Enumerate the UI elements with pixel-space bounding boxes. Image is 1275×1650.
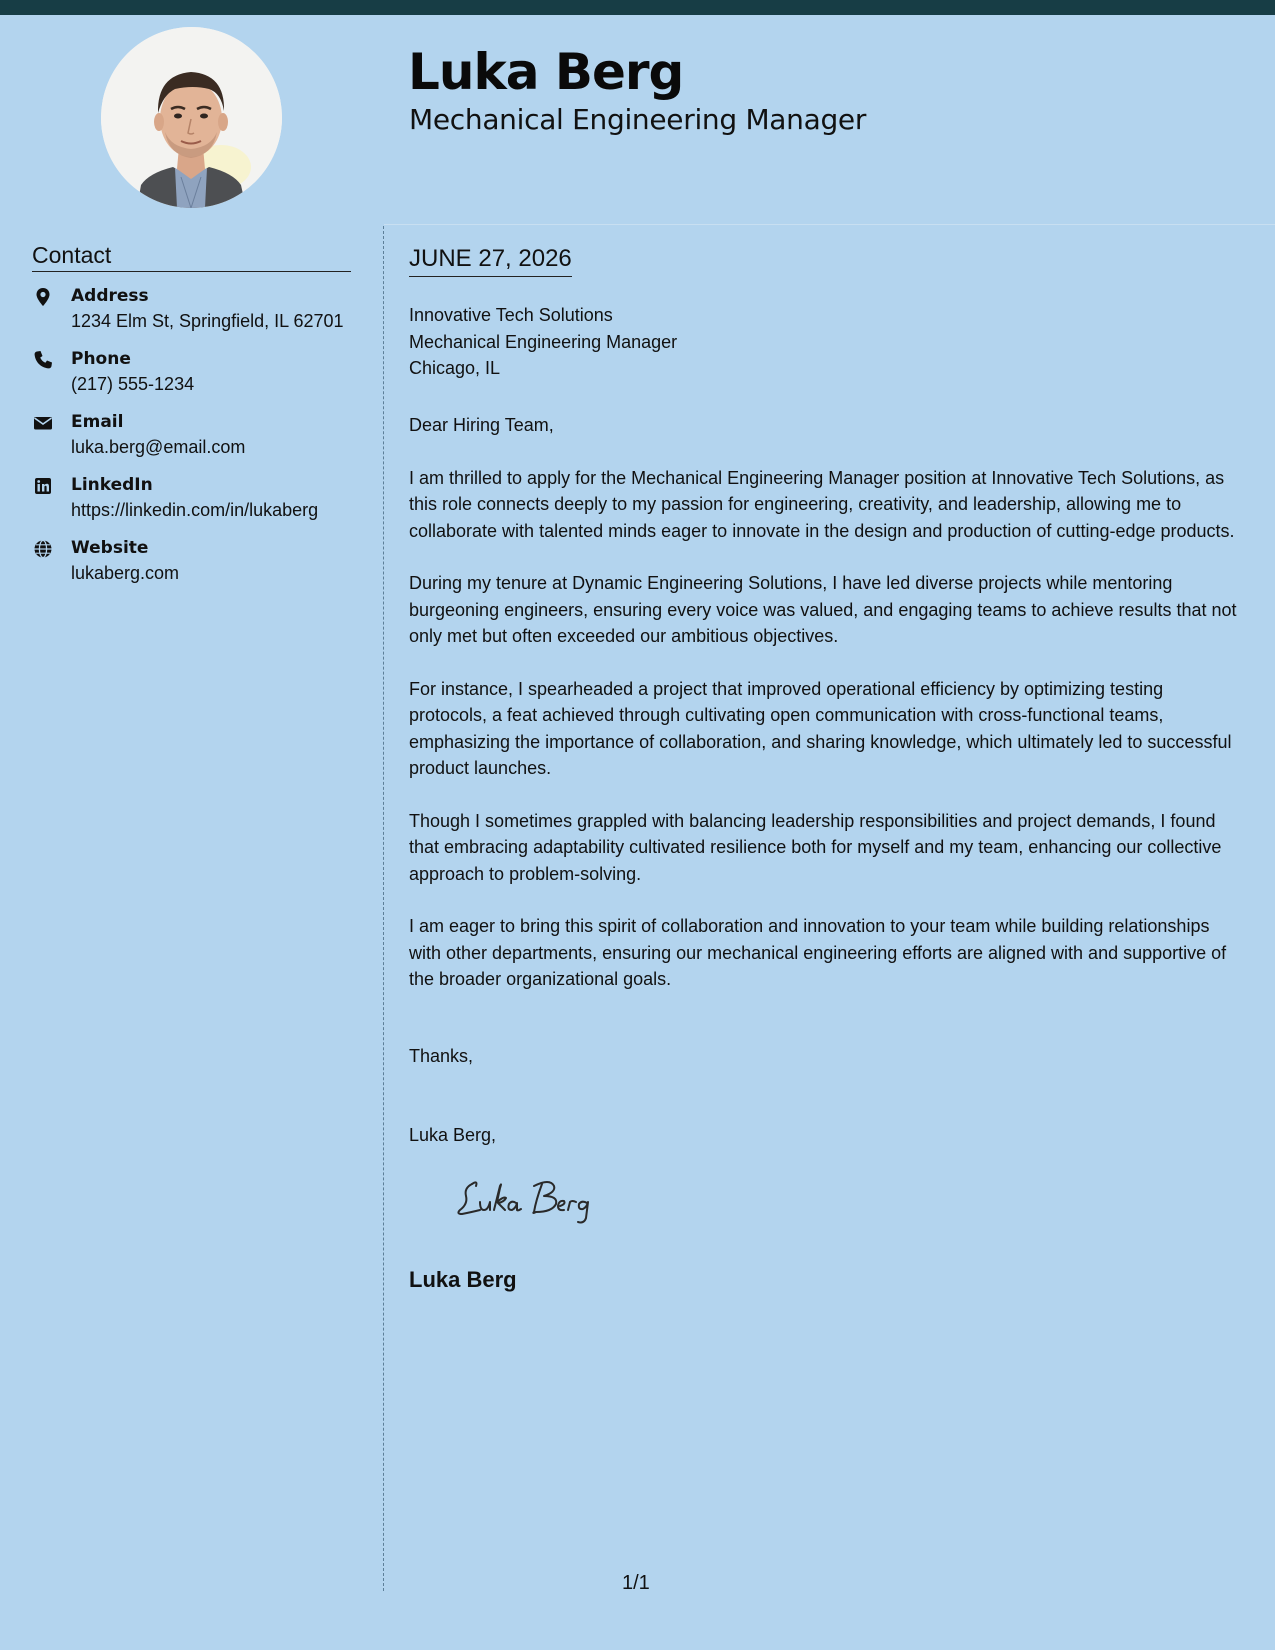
phone-value[interactable]: (217) 555-1234 bbox=[71, 374, 195, 394]
body-paragraph: Though I sometimes grappled with balancing leadership responsibilities and project demands, I found that embracing adaptability cultivated resilience both for myself and my team, enhancing our collective approach to problem-solving. bbox=[409, 810, 1222, 884]
body-paragraph: I am thrilled to apply for the Mechanical Engineering Manager position at Innovative Tech Solutions, as this role connects deeply to my passion for engineering, creativity, and leadership, allowing me to collaborate with talented minds eager to innovate in the design and production of cutting-edge products. bbox=[409, 467, 1235, 541]
contact-label: Phone bbox=[71, 349, 131, 369]
location-pin-icon bbox=[32, 286, 54, 308]
header-divider bbox=[384, 224, 1275, 225]
applicant-name: Luka Berg bbox=[408, 43, 684, 101]
contact-label: Website bbox=[71, 538, 149, 558]
envelope-icon bbox=[32, 412, 54, 434]
recipient-location: Chicago, IL bbox=[409, 358, 501, 378]
globe-icon bbox=[32, 538, 54, 560]
recipient-company: Innovative Tech Solutions bbox=[409, 305, 613, 325]
body-paragraph: I am eager to bring this spirit of collaboration and innovation to your team while building relationships with other departments, ensuring our mechanical engineering efforts are aligned with and supportive of the broader organizational goals. bbox=[409, 916, 1227, 989]
applicant-title: Mechanical Engineering Manager bbox=[409, 103, 867, 136]
page-number: 1/1 bbox=[622, 1572, 650, 1594]
contact-label: Address bbox=[71, 286, 149, 306]
address-value: 1234 Elm St, Springfield, IL 62701 bbox=[71, 311, 344, 331]
body-paragraph: For instance, I spearheaded a project that improved operational efficiency by optimizing testing protocols, a feat achieved through cultivating open communication with cross-functional teams, emphasizing the importance of collaboration, and sharing knowledge, which ultimately led to successful product launches. bbox=[409, 678, 1232, 778]
signoff: Luka Berg, bbox=[409, 1125, 497, 1145]
recipient-position: Mechanical Engineering Manager bbox=[409, 331, 678, 352]
body-paragraph: During my tenure at Dynamic Engineering Solutions, I have led diverse projects while mentoring burgeoning engineers, ensuring every voice was valued, and engaging teams to achieve results that not only met but often exceeded our ambitious objectives. bbox=[409, 573, 1237, 646]
top-accent-bar bbox=[0, 0, 1275, 15]
contact-label: Email bbox=[71, 412, 124, 432]
letter-date: JUNE 27, 2026 bbox=[409, 243, 572, 277]
linkedin-value[interactable]: https://linkedin.com/in/lukaberg bbox=[71, 500, 319, 520]
letter-body bbox=[409, 412, 1245, 1019]
email-value[interactable]: luka.berg@email.com bbox=[71, 437, 246, 457]
closing: Thanks, bbox=[409, 1046, 474, 1066]
profile-photo bbox=[101, 27, 282, 208]
contact-heading: Contact bbox=[32, 240, 351, 272]
website-value[interactable]: lukaberg.com bbox=[71, 563, 180, 583]
handwritten-signature bbox=[450, 1170, 630, 1230]
contact-label: LinkedIn bbox=[71, 475, 153, 495]
column-divider bbox=[383, 226, 384, 1591]
recipient-block bbox=[409, 302, 677, 382]
phone-icon bbox=[32, 349, 54, 371]
signer-name: Luka Berg bbox=[409, 1267, 517, 1292]
linkedin-icon bbox=[32, 475, 54, 497]
greeting: Dear Hiring Team, bbox=[409, 415, 554, 435]
